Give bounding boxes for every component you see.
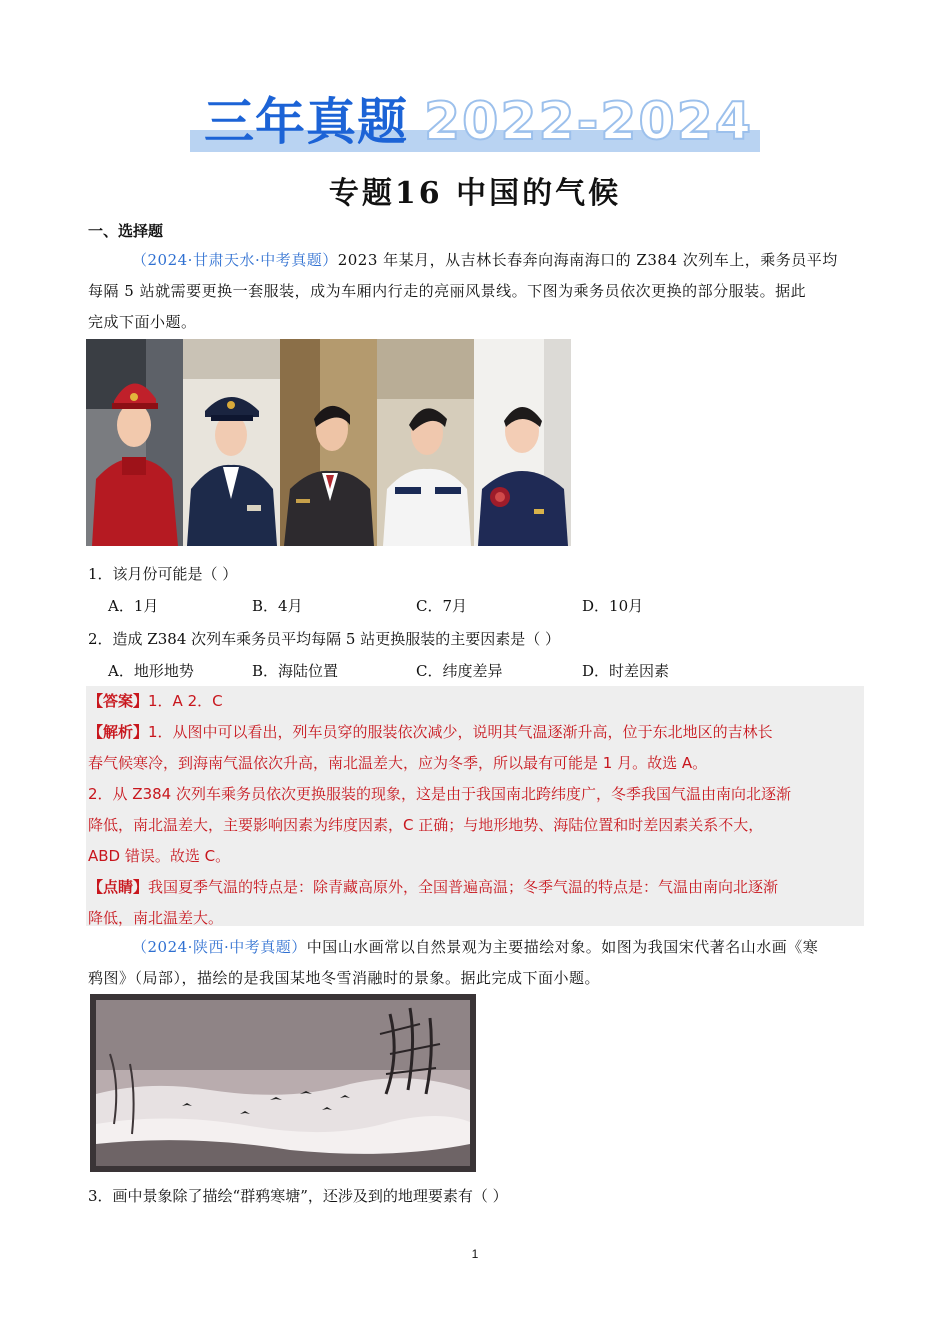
- uniform-photos: [86, 339, 571, 546]
- analysis-line-4: 降低，南北温差大，主要影响因素为纬度因素，C 正确；与地形地势、海陆位置和时差因素关系不大，: [88, 816, 764, 834]
- question-2-stem: 2．造成 Z384 次列车乘务员平均每隔 5 站更换服装的主要因素是（ ）: [88, 630, 560, 648]
- question-3-stem: 3．画中景象除了描绘“群鸦寒塘”，还涉及到的地理要素有（ ）: [88, 1187, 508, 1205]
- photo-uniform-4: [377, 339, 474, 546]
- tip-line-2: 降低，南北温差大。: [88, 909, 224, 927]
- photo-uniform-5: [474, 339, 571, 546]
- answer-block: [88, 686, 863, 934]
- photo-uniform-3: [280, 339, 377, 546]
- question-source-2: （2024·陕西·中考真题）: [132, 938, 307, 956]
- q2-option-a[interactable]: A．地形地势: [108, 662, 194, 680]
- winter-crows-painting: [90, 994, 476, 1172]
- q2-option-d[interactable]: D．时差因素: [582, 662, 670, 680]
- q1-option-c[interactable]: C．7月: [416, 597, 468, 615]
- analysis-line-2: 春气候寒冷，到海南气温依次升高，南北温差大，应为冬季，所以最有可能是 1 月。故选 A。: [88, 754, 708, 772]
- page-number: 1: [471, 1247, 479, 1261]
- banner-main-text: 三年真题: [204, 93, 408, 151]
- document-title: 专题16 中国的气候: [328, 176, 622, 211]
- question-source: （2024·甘肃天水·中考真题）: [132, 251, 338, 269]
- q1-option-a[interactable]: A．1月: [108, 597, 159, 615]
- q1-option-b[interactable]: B．4月: [252, 597, 303, 615]
- analysis-line-1: 【解析】1．从图中可以看出，列车员穿的服装依次减少，说明其气温逐渐升高，位于东北地区的吉林长: [88, 723, 773, 741]
- q1-option-d[interactable]: D．10月: [582, 597, 644, 615]
- section-heading: 一、选择题: [88, 222, 164, 240]
- answer-line: 【答案】1．A 2．C: [88, 692, 223, 710]
- analysis-line-3: 2．从 Z384 次列车乘务员依次更换服装的现象，这是由于我国南北跨纬度广，冬季我国气温由南向北逐渐: [88, 785, 791, 803]
- intro-paragraph-2: （2024·陕西·中考真题）中国山水画常以自然景观为主要描绘对象。如图为我国宋代著名山水画《寒 鸦图》（局部），描绘的是我国某地冬雪消融时的景象。据此完成下面小题。: [88, 938, 819, 987]
- q2-option-b[interactable]: B．海陆位置: [252, 662, 339, 680]
- analysis-line-5: ABD 错误。故选 C。: [88, 847, 231, 865]
- q2-option-c[interactable]: C．纬度差异: [416, 662, 503, 680]
- tip-line-1: 【点睛】我国夏季气温的特点是：除青藏高原外，全国普遍高温；冬季气温的特点是：气温由南向北逐渐: [88, 878, 779, 896]
- photo-uniform-2: [183, 339, 280, 546]
- banner-years-text: 2022-2024: [424, 92, 754, 152]
- intro-paragraph-1: （2024·甘肃天水·中考真题）2023 年某月，从吉林长春奔向海南海口的 Z384 次列车上，乘务员平均 每隔 5 站就需要更换一套服装，成为车厢内行走的亮丽风景线。下图为乘务员依次更换的部分服装。据此 完成下面小题。: [88, 251, 838, 331]
- photo-uniform-1: [86, 339, 183, 546]
- question-1-stem: 1．该月份可能是（ ）: [88, 565, 238, 583]
- header-banner: [190, 92, 760, 154]
